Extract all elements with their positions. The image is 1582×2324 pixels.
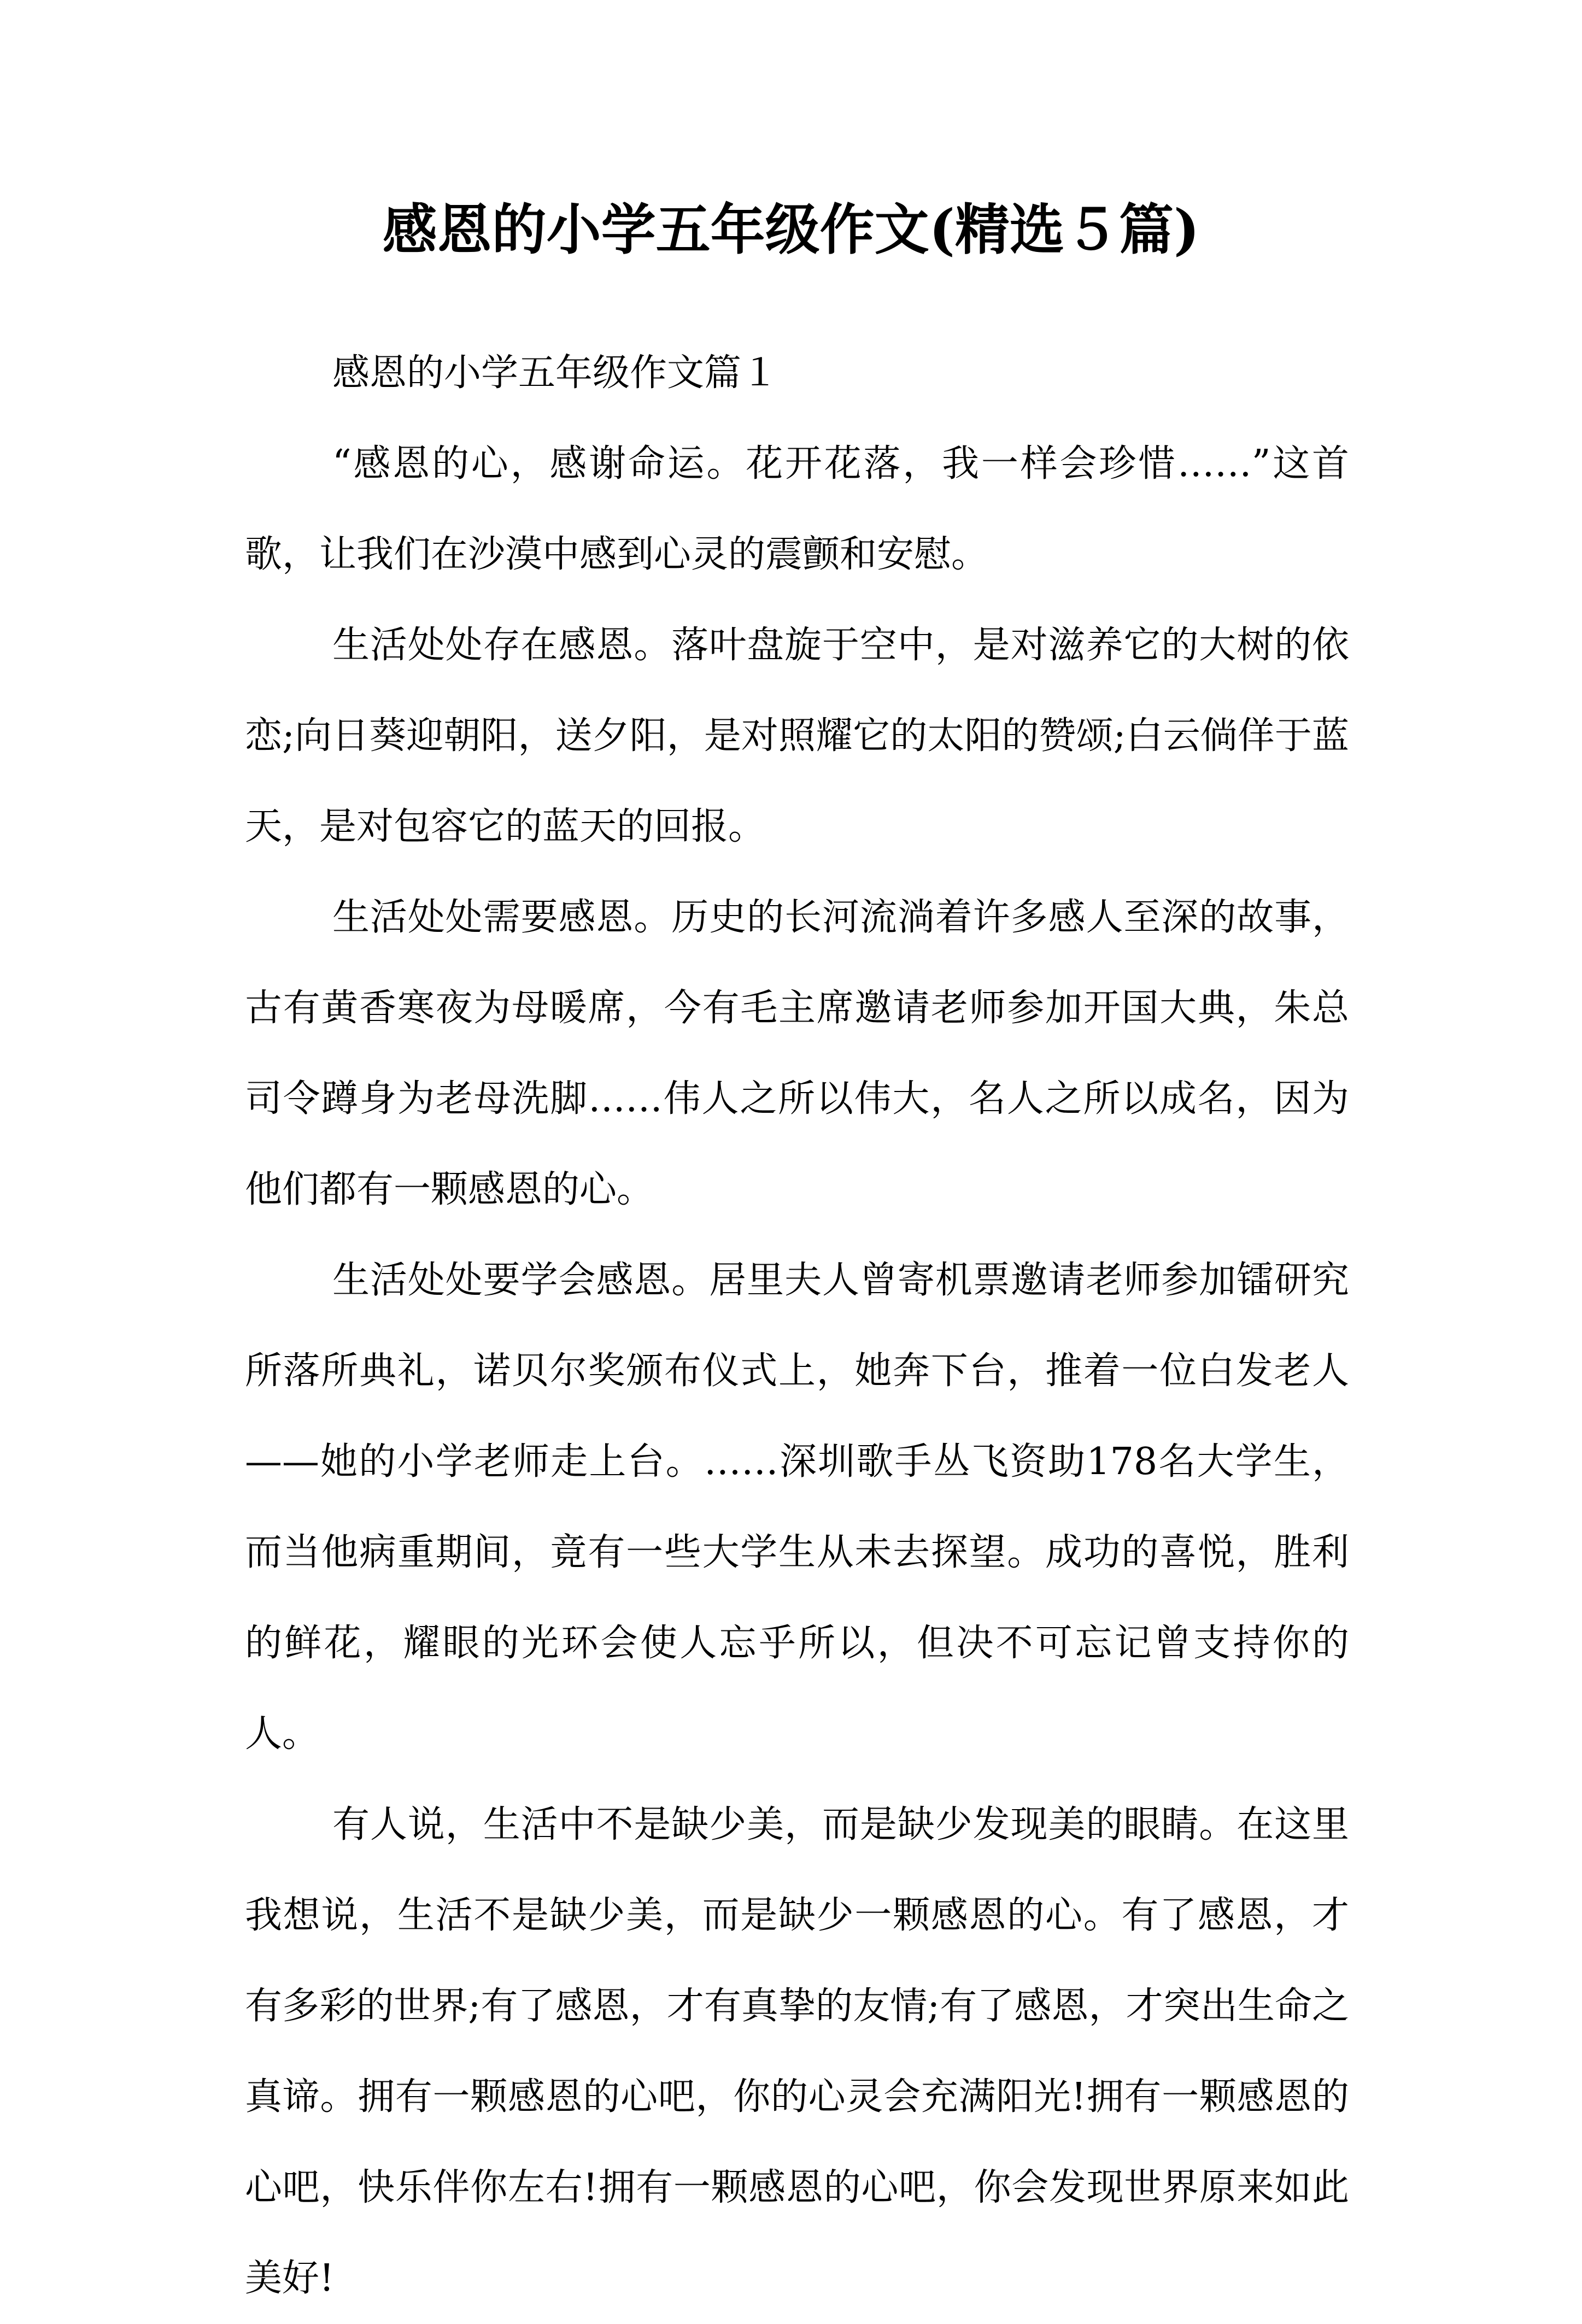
document-body: [245, 328, 1349, 2324]
document-title: 感恩的小学五年级作文(精选５篇): [382, 197, 1200, 262]
paragraph-4: 生活处处要学会感恩。居里夫人曾寄机票邀请老师参加镭研究所落所典礼，诺贝尔奖颁布仪式上，她奔下台，推着一位白发老人——她的小学老师走上台。……深圳歌手丛飞资助178名大学生，而当他病重期间，竟有一些大学生从未去探望。成功的喜悦，胜利的鲜花，耀眼的光环会使人忘乎所以，但决不可忘记曾支持你的人。: [245, 1259, 1349, 1756]
section-heading: 感恩的小学五年级作文篇１: [332, 351, 779, 395]
paragraph-3: 生活处处需要感恩。历史的长河流淌着许多感人至深的故事，古有黄香寒夜为母暖席，今有毛主席邀请老师参加开国大典，朱总司令蹲身为老母洗脚……伟人之所以伟大，名人之所以成名，因为他们都有一颗感恩的心。: [245, 896, 1349, 1211]
paragraph-5: 有人说，生活中不是缺少美，而是缺少发现美的眼睛。在这里我想说，生活不是缺少美，而是缺少一颗感恩的心。有了感恩，才有多彩的世界;有了感恩，才有真挚的友情;有了感恩，才突出生命之真谛。拥有一颗感恩的心吧，你的心灵会充满阳光!拥有一颗感恩的心吧，快乐伴你左右!拥有一颗感恩的心吧，你会发现世界原来如此美好!: [245, 1803, 1349, 2300]
paragraph-2: 生活处处存在感恩。落叶盘旋于空中，是对滋养它的大树的依恋;向日葵迎朝阳，送夕阳，是对照耀它的太阳的赞颂;白云倘佯于蓝天，是对包容它的蓝天的回报。: [245, 624, 1349, 848]
paragraph-1: “感恩的心，感谢命运。花开花落，我一样会珍惜……”这首歌，让我们在沙漠中感到心灵的震颤和安慰。: [245, 442, 1349, 576]
